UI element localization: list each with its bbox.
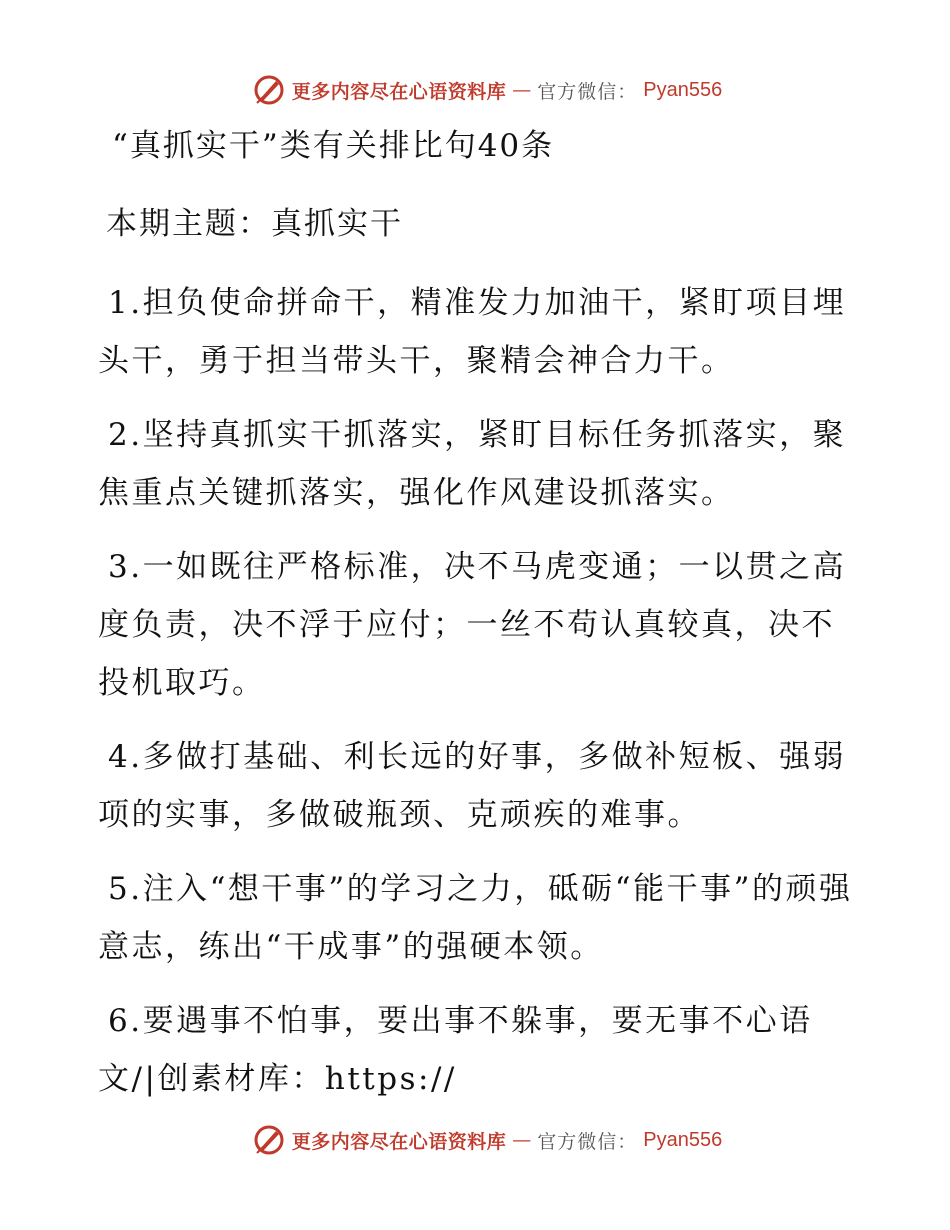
banner-wechat-label: 官方微信： bbox=[537, 80, 638, 103]
paragraph-1: 1.担负使命拼命干，精准发力加油干，紧盯项目埋头干，勇于担当带头干，聚精会神合力干。 bbox=[98, 285, 847, 379]
document-subject: 本期主题：真抓实干 bbox=[106, 206, 403, 242]
paragraph-3: 3.一如既往严格标准，决不马虎变通；一以贯之高度负责，决不浮于应付；一丝不苟认真较真，决不投机取巧。 bbox=[98, 549, 847, 701]
quill-pen-logo-icon bbox=[252, 1123, 286, 1157]
paragraph-5: 5.注入“想干事”的学习之力，砥砺“能干事”的顽强意志，练出“干成事”的强硬本领。 bbox=[98, 871, 853, 965]
paragraph-6: 6.要遇事不怕事，要出事不躲事，要无事不心语文/|创素材库：https:// bbox=[98, 1003, 813, 1097]
footer-banner bbox=[0, 1120, 950, 1160]
paragraph-2: 2.坚持真抓实干抓落实，紧盯目标任务抓落实，聚焦重点关键抓落实，强化作风建设抓落实。 bbox=[98, 417, 847, 511]
banner-dash: — bbox=[512, 79, 532, 101]
document-title: “真抓实干”类有关排比句40条 bbox=[112, 128, 555, 164]
banner-dash: — bbox=[512, 1129, 532, 1151]
banner-red-text: 更多内容尽在心语资料库 bbox=[291, 1130, 507, 1153]
banner-wechat-id: Pyan556 bbox=[643, 78, 723, 101]
banner-wechat-id: Pyan556 bbox=[643, 1128, 723, 1151]
banner-wechat-label: 官方微信： bbox=[537, 1130, 638, 1153]
header-banner bbox=[0, 70, 950, 110]
footer-banner-inner bbox=[252, 1123, 723, 1157]
quill-pen-logo-icon bbox=[252, 73, 286, 107]
paragraph-4: 4.多做打基础、利长远的好事，多做补短板、强弱项的实事，多做破瓶颈、克顽疾的难事。 bbox=[98, 739, 847, 833]
document-body bbox=[98, 118, 858, 1124]
banner-red-text: 更多内容尽在心语资料库 bbox=[291, 80, 507, 103]
header-banner-inner bbox=[252, 73, 723, 107]
